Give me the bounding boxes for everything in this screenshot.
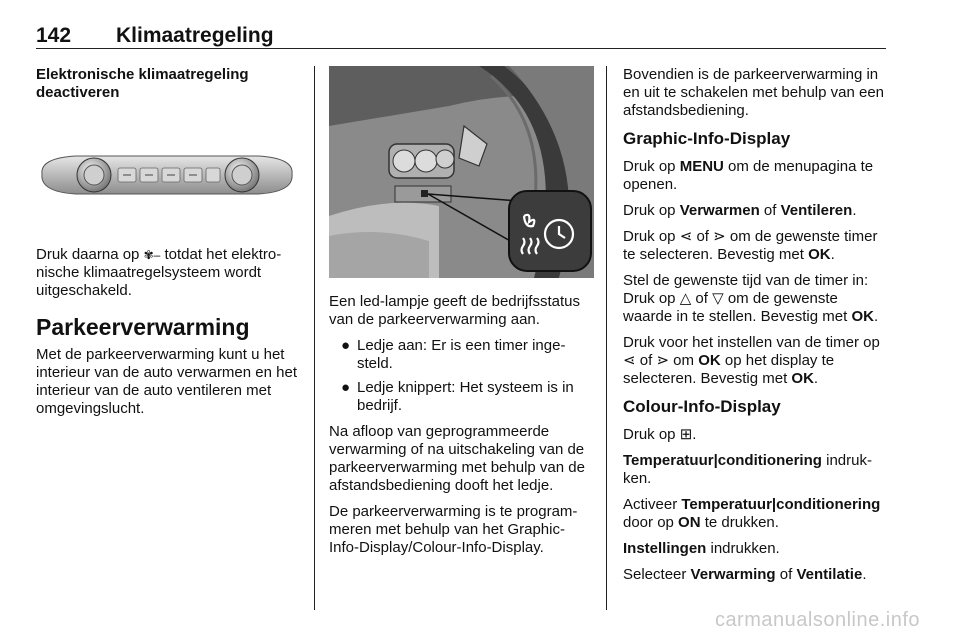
list-item: ● Ledje aan: Er is een timer ingesteld.: [341, 337, 566, 372]
led-status-list: [329, 337, 591, 415]
dashboard-heater-button-illustration: [329, 66, 594, 278]
paragraph: Selecteer Verwarming of Ventilatie.: [623, 566, 867, 583]
paragraph: Instellingen indrukken.: [623, 540, 780, 557]
section-title: Colour-Info-Display: [623, 397, 781, 416]
page-number: 142: [36, 24, 72, 47]
paragraph: Druk op Verwarmen of Ventileren.: [623, 202, 857, 219]
paragraph: Na afloop van geprogrammeerde verwarming of na uitschakeling van de parkeerverwarming met behulp van de afstandsbediening dooft het ledje.: [329, 423, 585, 494]
column-left: Elektronische klimaatregeling deactiveren Druk daarna op ✾– totdat het elektronische klimaatregelsysteem wordt uitgeschakeld. Parkeerverwarming Met de parkeerverwarming kunt u het interieur van de auto verwarmen en het interieur van de auto ventileren met omgevingslucht.: [36, 66, 301, 426]
paragraph: Activeer Temperatuur|conditionering door op ON te drukken.: [623, 496, 881, 531]
section-title: Parkeerverwarming: [36, 314, 250, 340]
paragraph: Druk op ⋖ of ⋗ om de gewenste timer te selecteren. Bevestig met OK.: [623, 228, 878, 263]
paragraph: De parkeerverwarming is te programmeren met behulp van het Graphic-Info-Display/Colour-Info-Display.: [329, 503, 578, 556]
right-arrow-icon: ⋗: [656, 352, 670, 369]
column-middle: [329, 293, 591, 565]
column-right: [623, 66, 888, 592]
left-arrow-icon: ⋖: [623, 352, 636, 369]
page-title: Klimaatregeling: [116, 24, 274, 47]
paragraph: Stel de gewenste tijd van de timer in: Druk op △ of ▽ om de gewenste waarde in te stellen. Bevestig met OK.: [623, 272, 879, 325]
paragraph: Druk op MENU om de menupagina te openen.: [623, 158, 874, 193]
left-arrow-icon: ⋖: [679, 228, 693, 245]
fan-icon: ✾–: [143, 248, 161, 262]
paragraph: Met de parkeerverwarming kunt u het interieur van de auto verwarmen en het interieur van de auto ventileren met omgevingslucht.: [36, 346, 297, 417]
watermark: carmanualsonline.info: [714, 609, 920, 631]
list-item: ● Ledje knippert: Het systeem is in bedrijf.: [341, 379, 574, 414]
grid-icon: ⊞: [679, 426, 693, 443]
down-arrow-icon: ▽: [712, 290, 724, 307]
paragraph: Druk op ⊞.: [623, 426, 697, 443]
page-header: [36, 18, 886, 49]
paragraph: Bovendien is de parkeerverwarming in en uit te schakelen met behulp van een afstandsbediening.: [623, 66, 885, 119]
paragraph: Een led-lampje geeft de bedrijfsstatus van de parkeerverwarming aan.: [329, 293, 580, 328]
paragraph: Druk voor het instellen van de timer op ⋖ of ⋗ om OK op het display te selecteren. Bevestig met OK.: [623, 334, 880, 387]
paragraph: Temperatuur|conditionering indrukken.: [623, 452, 872, 487]
section-title: Graphic-Info-Display: [623, 129, 791, 148]
climate-control-panel-illustration: [36, 150, 298, 200]
subheading: Elektronische klimaatregeling deactiveren: [36, 66, 249, 101]
column-divider: [606, 66, 607, 610]
right-arrow-icon: ⋗: [713, 228, 726, 245]
column-divider: [314, 66, 315, 610]
up-arrow-icon: △: [679, 290, 692, 307]
